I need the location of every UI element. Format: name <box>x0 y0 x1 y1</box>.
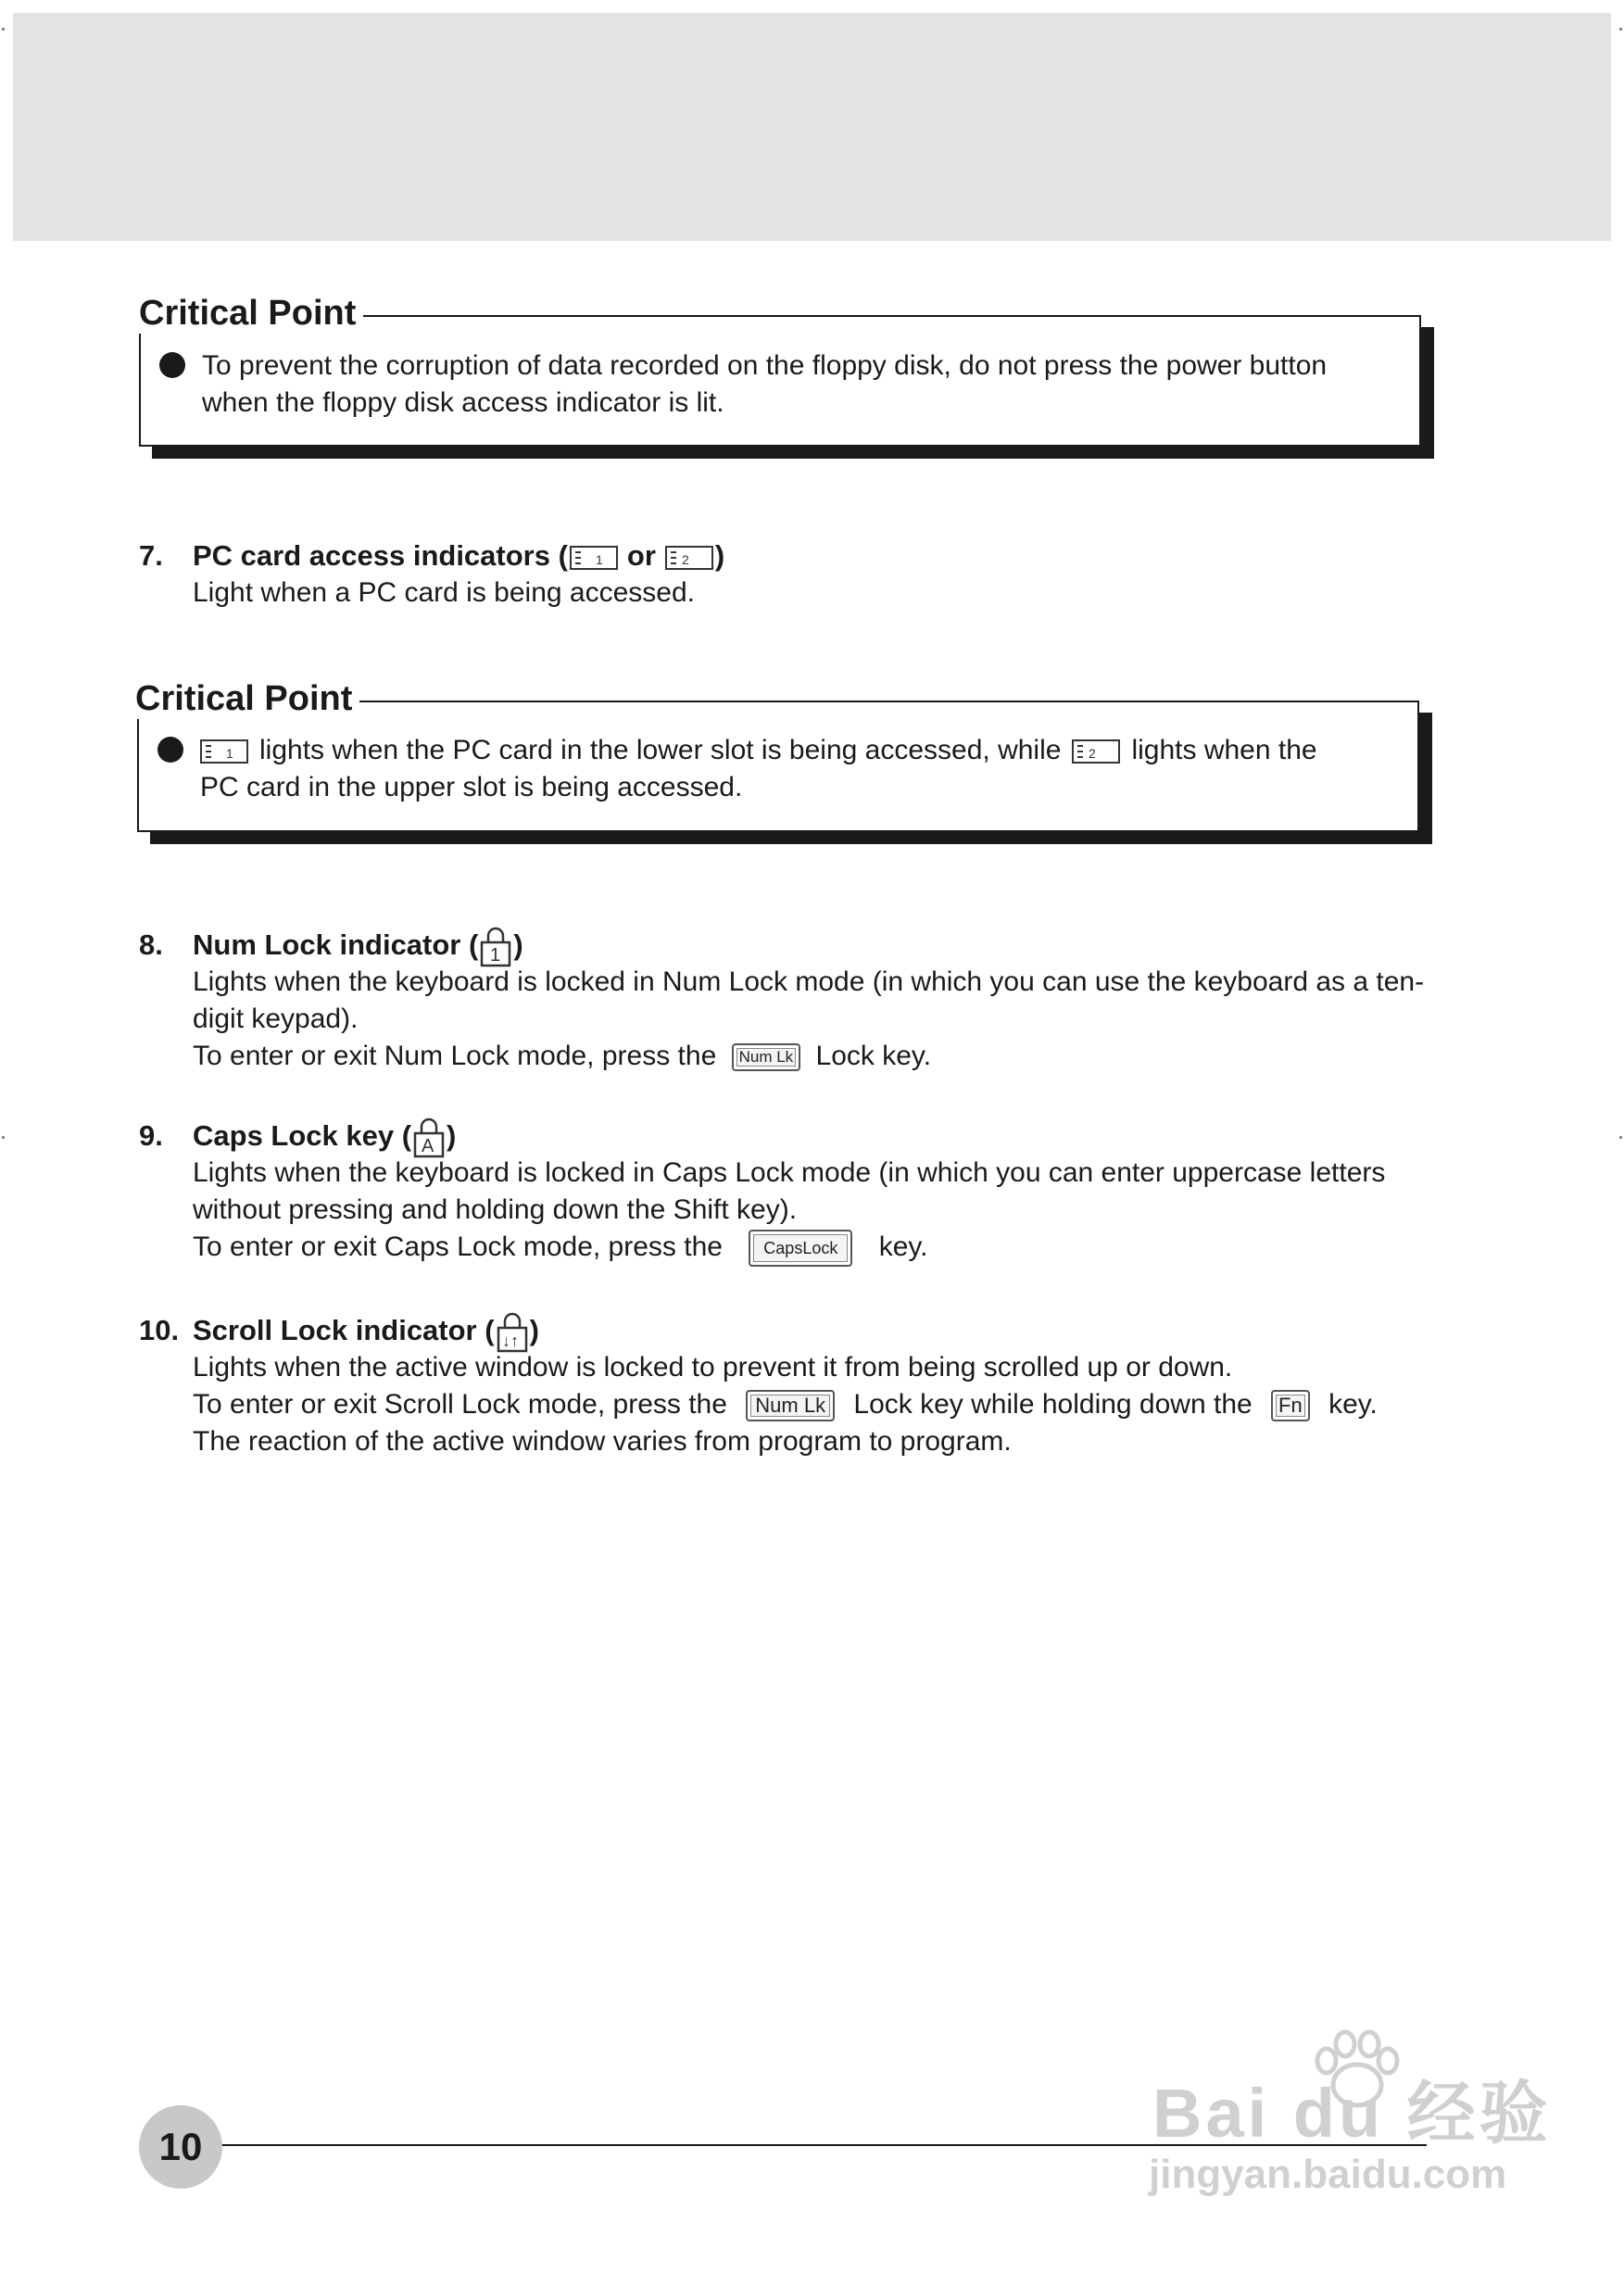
critical-point-text-c: PC card in the upper slot is being accessed. <box>200 772 743 802</box>
instruction-text-end: key. <box>878 1231 928 1262</box>
item-title <box>193 927 523 967</box>
crop-mark <box>2 28 5 31</box>
item-title-text: Caps Lock key ( <box>193 1119 412 1153</box>
item-title <box>193 1118 456 1158</box>
num-lock-key-icon: Num Lk <box>746 1390 835 1421</box>
svg-text:1: 1 <box>595 551 603 567</box>
item-description: Lights when the active window is locked to prevent it from being scrolled up or down. <box>193 1352 1233 1383</box>
item-instruction <box>193 1229 927 1267</box>
instruction-text-mid: Lock key while holding down the <box>853 1389 1253 1420</box>
caps-lock-key-icon: CapsLock <box>749 1230 852 1267</box>
item-title-text: Num Lock indicator ( <box>193 928 479 962</box>
item-number: 10. <box>139 1314 180 1346</box>
scroll-lock-icon <box>495 1312 530 1353</box>
critical-point-title: Critical Point <box>139 293 363 334</box>
item-title-text: Scroll Lock indicator ( <box>193 1314 495 1347</box>
svg-text:1: 1 <box>226 746 233 762</box>
item-title-close: ) <box>529 1314 539 1347</box>
crop-mark <box>2 1136 5 1139</box>
svg-text:↓↑: ↓↑ <box>501 1332 519 1350</box>
instruction-text: To enter or exit Caps Lock mode, press the <box>193 1231 723 1262</box>
bullet-icon <box>159 352 185 378</box>
caps-lock-icon <box>411 1118 447 1158</box>
page-number: 10 <box>139 2105 222 2189</box>
instruction-text: To enter or exit Num Lock mode, press the <box>193 1041 717 1071</box>
item-title <box>193 1312 539 1353</box>
item-title-or: or <box>626 539 656 572</box>
item-number: 7. <box>139 539 163 572</box>
item-number: 8. <box>139 928 163 961</box>
item-title-close: ) <box>447 1119 457 1153</box>
num-lock-icon <box>478 927 513 967</box>
item-title-close: ) <box>513 928 523 962</box>
critical-point-text-b: lights when the <box>1131 735 1317 765</box>
instruction-text-end: Lock key. <box>815 1041 932 1071</box>
crop-mark <box>1619 1136 1622 1139</box>
svg-text:2: 2 <box>1089 746 1097 762</box>
svg-text:2: 2 <box>681 551 689 567</box>
item-description: Lights when the keyboard is locked in Caps Lock mode (in which you can enter uppercase letters without pressing and holding down the Shift key). <box>193 1157 1386 1225</box>
svg-text:A: A <box>422 1136 434 1156</box>
svg-text:1: 1 <box>490 945 501 966</box>
watermark-brand: Bai du 经验 <box>1152 2075 1552 2152</box>
critical-point-title: Critical Point <box>135 678 359 719</box>
crop-mark <box>1619 28 1622 31</box>
critical-point-text <box>200 732 1404 806</box>
pc-card-2-icon <box>665 544 713 572</box>
pc-card-1-icon <box>200 738 248 765</box>
instruction-text: To enter or exit Scroll Lock mode, press the <box>193 1389 727 1420</box>
item-title-text: PC card access indicators ( <box>193 539 568 572</box>
item-description: Lights when the keyboard is locked in Num Lock mode (in which you can use the keyboard as a ten-digit keypad). <box>193 966 1425 1034</box>
bullet-icon <box>157 737 183 763</box>
item-title-close: ) <box>714 539 725 572</box>
critical-point-text: To prevent the corruption of data recorded on the floppy disk, do not press the power button when the floppy disk access indicator is lit. <box>202 350 1328 418</box>
item-note: The reaction of the active window varies from program to program. <box>193 1426 1012 1457</box>
item-number: 9. <box>139 1119 163 1152</box>
pc-card-1-icon <box>570 544 618 572</box>
pc-card-2-icon <box>1072 738 1120 765</box>
instruction-text-end: key. <box>1328 1389 1378 1420</box>
item-instruction <box>193 1386 1378 1423</box>
watermark-url: jingyan.baidu.com <box>1149 2152 1507 2197</box>
item-description: Light when a PC card is being accessed. <box>193 577 695 608</box>
item-title <box>193 537 724 575</box>
item-instruction <box>193 1038 931 1075</box>
header-band <box>13 13 1611 241</box>
critical-point-text-a: lights when the PC card in the lower slot is being accessed, while <box>259 735 1062 765</box>
fn-key-icon: Fn <box>1271 1390 1310 1421</box>
num-lock-key-icon: Num Lk <box>732 1043 801 1071</box>
